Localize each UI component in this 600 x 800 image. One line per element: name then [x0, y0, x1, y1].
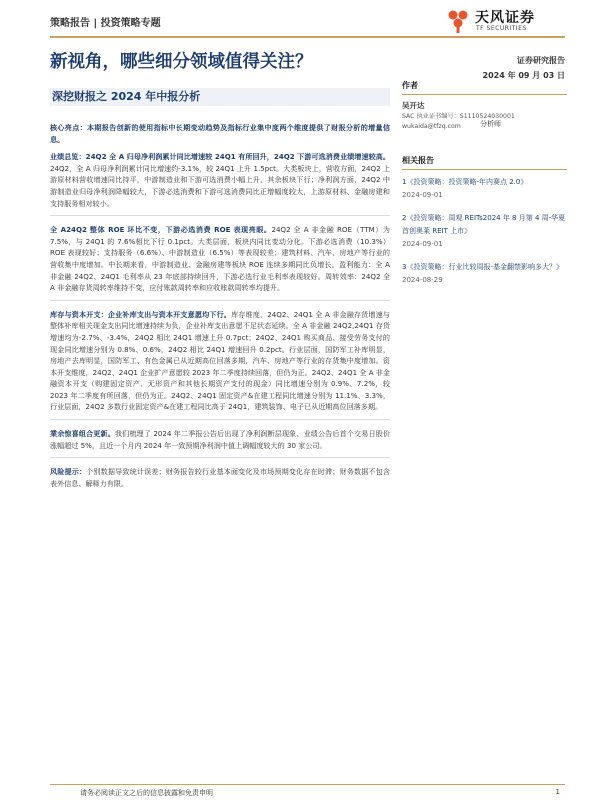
report-type: 证券研究报告	[517, 56, 565, 65]
report-meta	[483, 53, 565, 83]
report-date: 2024 年 09 月 03 日	[482, 71, 565, 80]
related-report-title[interactable]: 3《投资策略：行业比较周报-基金翻禁影响多大？》	[402, 262, 563, 271]
core-highlight-paragraph	[50, 122, 390, 145]
page-number: 1	[555, 788, 560, 796]
related-reports-list	[402, 176, 567, 287]
inventory-paragraph	[50, 309, 390, 413]
roe-text: 24Q2 全 A 非金融 ROE（TTM）为 7.5%，与 24Q1 的 7.6%相比下行 0.1pct。大类层面，板块内同比变动分化。下游必选消费（10.3%）ROE 表现较好；支持服务（6.6%）、中游制造业（6.5%）等表现较差；建筑材料、汽车、房地产等行业的营收集中度增加。中长期来看，中游制造业、金融房建等板块 ROE 连续多期同比负增长。盈利能力：全 A 非金融 24Q2、24Q1 毛利率从 23 年底部持续回升，下游必选行业毛利率表现较好。周转效率：24Q2 全 A 非金融存货周转率维持不变，应付账款周转率和应收账款周转率均提升。	[50, 225, 390, 293]
roe-heading: 全 A24Q2 整体 ROE 环比不变，下游必选消费 ROE 表现亮眼。	[50, 225, 272, 235]
author-role: 分析师	[480, 120, 501, 128]
related-report-item[interactable]	[402, 212, 567, 251]
core-highlight-text: 核心亮点：本期报告创新的使用指标中长期变动趋势及指标行业集中度两个维度提供了财报分析的增量信息。	[50, 123, 390, 144]
related-report-date: 2024-08-29	[402, 275, 443, 284]
related-report-date: 2024-09-01	[402, 239, 443, 248]
risk-text: 个别数据导致统计误差；财务报告较行业基本面变化及市场预期变化存在时滞；财务数据不包含表外信息、解释力有限。	[50, 467, 390, 488]
risk-heading: 风险提示：	[50, 467, 87, 477]
author-block	[402, 101, 567, 133]
risk-paragraph	[50, 466, 390, 489]
footer-divider	[50, 784, 565, 785]
logo-chinese-text: 天风证券	[475, 10, 535, 26]
performance-paragraph	[50, 151, 390, 209]
footer-disclaimer: 请务必阅读正文之后的信息披露和免责申明	[80, 789, 213, 797]
section-divider	[50, 300, 390, 301]
portfolio-text: 我们梳理了 2024 年二季报公告后出现了净利润断层现象、业绩公告后首个交易日股价涨幅超过 5%，且近一个月内 2024 年一致预期净利润中值上调幅度较大的 30 家公司。	[50, 429, 390, 450]
related-reports-heading: 相关报告	[402, 155, 567, 170]
main-content	[50, 122, 390, 495]
header-divider	[50, 36, 565, 38]
page-title: 新视角，哪些细分领域值得关注？	[50, 52, 313, 72]
related-report-item[interactable]	[402, 176, 567, 202]
top-bar	[50, 10, 565, 34]
section-divider	[50, 457, 390, 458]
section-divider	[50, 419, 390, 420]
author-heading: 作者	[402, 80, 567, 95]
report-category: 策略报告 | 投资策略专题	[50, 18, 161, 29]
portfolio-paragraph	[50, 428, 390, 451]
company-logo	[445, 6, 565, 36]
author-email[interactable]: wukaida@tfzq.com	[402, 123, 461, 130]
page-subtitle: 深挖财报之 2024 年中报分析	[52, 90, 201, 103]
inventory-text: 库存维度，24Q2、24Q1 全 A 非金融存货增速与整体补库相关现金支出同比增速持续为负，企业补库支出意愿不足状态延续。全 A 非金融 24Q2,24Q1 存货增速均为-2.7%、-3.4%，24Q2 相比 24Q1 增速上升 0.7pct；24Q2、24Q1 购买商品、接受劳务支付的现金同比增速分别为 0.8%、0.6%，24Q2 相比 24Q1 增速回升 0.2pct。行业层面，国防军工补库明显，房地产去库明显，国防军工、有色金属已从近期高位回落多期，汽车、房地产等行业的存货集中度增加。资本开支维度，24Q2、24Q1 企业扩产意愿较 2023 年二季度持续回落，但仍为正。24Q2、24Q1 全 A 非金融资本开支（购建固定资产、无形资产和其他长期资产支付的现金）同比增速分别为 0.9%、7.2%，较 2023 年二季度有所回落，但仍为正。24Q2、24Q1 固定资产&在建工程同比增速分别为 11.1%、3.3%，行业层面，24Q2 多数行业固定资产&在建工程同比高于 24Q1，建筑装饰、电子已从近期高位回落多期。	[50, 309, 391, 412]
roe-paragraph	[50, 224, 390, 294]
logo-mark-icon	[445, 8, 471, 34]
related-report-date: 2024-09-01	[402, 190, 443, 199]
related-report-title[interactable]: 1《投资策略：投资策略-年内赛点 2.0》	[402, 177, 528, 186]
inventory-heading: 库存与资本开支：企业补库支出与资本开支意愿均下行。	[50, 309, 232, 319]
performance-text: 24Q2，全 A 归母净利润累计同比增速约-3.1%，较 24Q1 上升 1.5pct。大类板块上，营收方面，24Q2 上游原材料营收增速同比持平，中游制造业和下游可选消费小幅上升，其余板块下行；净利润方面，24Q2 中游制造业归母净利润降幅较大，下游必选消费和下游可选消费同比正增幅度较大，上游原材料、金融房建和支持服务相对较小。	[50, 163, 390, 208]
portfolio-heading: 業余惊喜组合更新。	[50, 429, 115, 439]
performance-heading: 业绩总览：24Q2 全 A 归母净利润累计同比增速较 24Q1 有所回升，24Q2 下游可选消费业绩增速较高。	[50, 152, 390, 162]
author-name: 吴开达	[402, 101, 425, 110]
related-report-item[interactable]	[402, 261, 567, 287]
sidebar	[402, 80, 567, 297]
section-divider	[50, 215, 390, 216]
logo-english-text: TF SECURITIES	[476, 25, 527, 32]
author-license: SAC 执业证书编号：S1110524030001	[402, 112, 515, 120]
related-report-title[interactable]: 2《投资策略：周观 REITs2024 年 8 月第 4 周-华夏首创奥莱 REIT 上市》	[402, 213, 566, 235]
